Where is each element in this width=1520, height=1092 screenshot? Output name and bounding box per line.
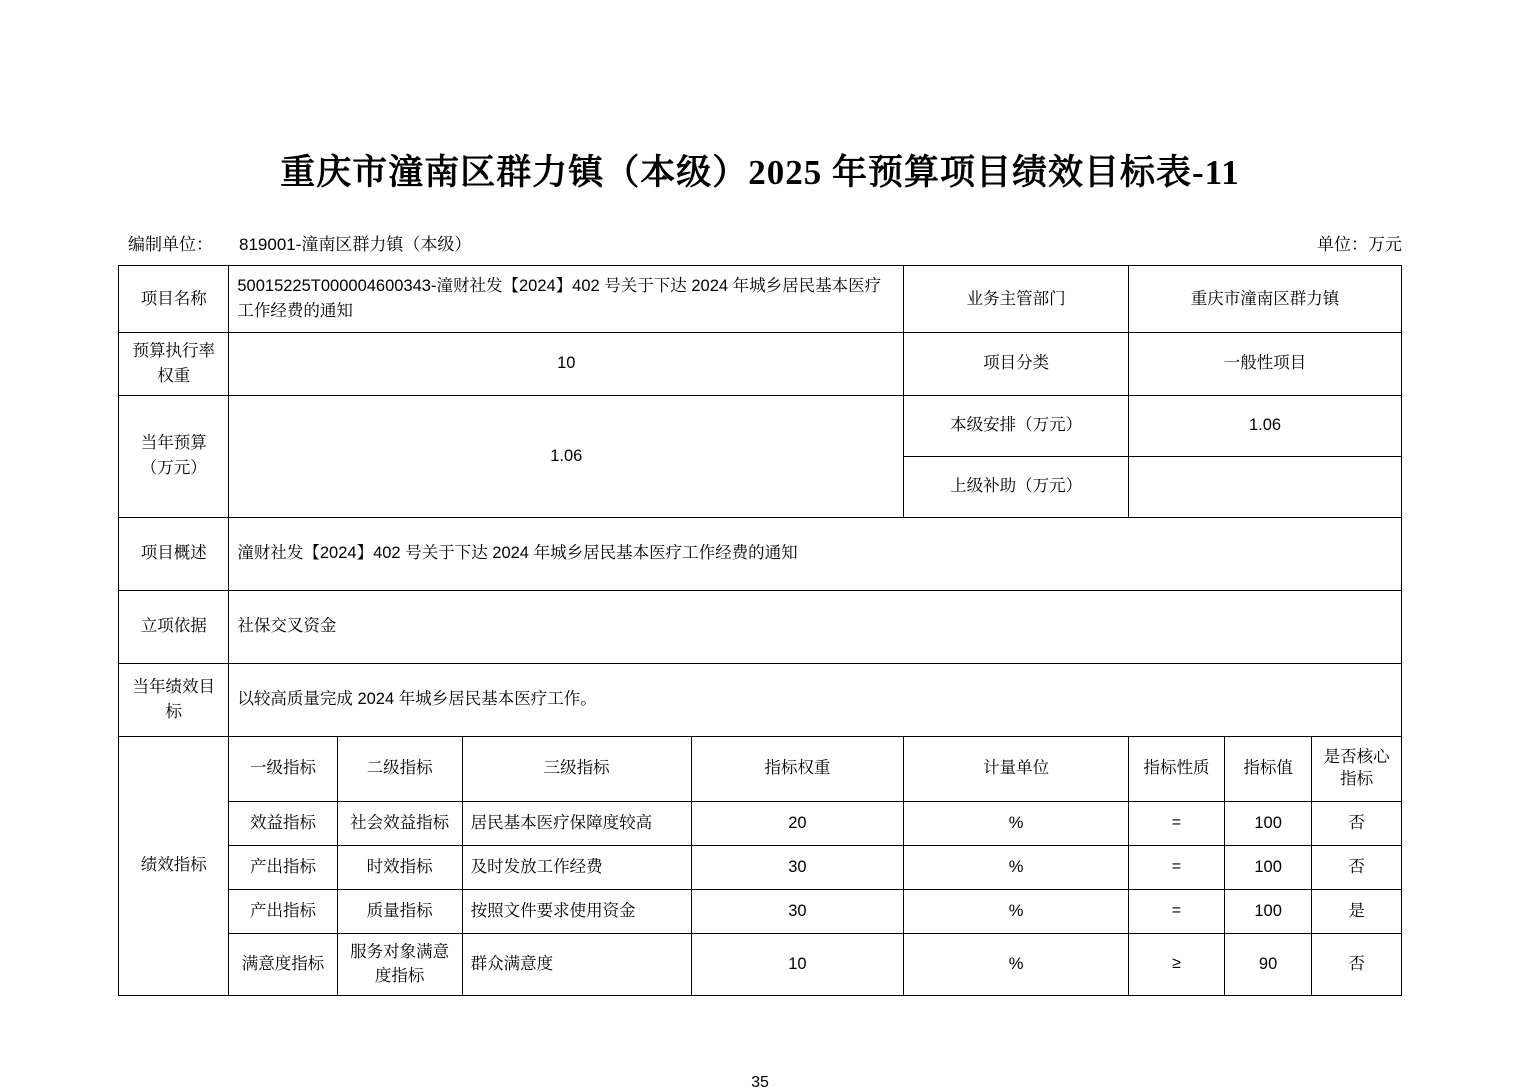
table-row (119, 395, 1402, 456)
project-name-label: 项目名称 (119, 266, 229, 333)
indicator-is-core: 否 (1312, 801, 1402, 845)
indicator-weight: 10 (691, 933, 903, 996)
overview-label: 项目概述 (119, 517, 229, 590)
current-budget-label: 当年预算（万元） (119, 395, 229, 517)
header-weight: 指标权重 (691, 736, 903, 801)
indicator-value: 90 (1224, 933, 1311, 996)
indicator-value: 100 (1224, 801, 1311, 845)
compiler-info (128, 230, 471, 255)
table-row (119, 333, 1402, 396)
upper-subsidy-label: 上级补助（万元） (904, 456, 1129, 517)
indicator-unit: % (904, 889, 1129, 933)
competent-dept-label: 业务主管部门 (904, 266, 1129, 333)
indicator-level1: 产出指标 (229, 889, 337, 933)
annual-goal-label: 当年绩效目标 (119, 663, 229, 736)
header-level2: 二级指标 (337, 736, 462, 801)
upper-subsidy-value (1129, 456, 1402, 517)
indicator-nature: = (1129, 845, 1225, 889)
page-title: 重庆市潼南区群力镇（本级）2025 年预算项目绩效目标表-11 (280, 153, 1240, 192)
indicator-value: 100 (1224, 889, 1311, 933)
indicator-level1: 满意度指标 (229, 933, 337, 996)
basis-value: 社保交叉资金 (229, 590, 1402, 663)
indicator-level2: 时效指标 (337, 845, 462, 889)
indicator-level3: 居民基本医疗保障度较高 (462, 801, 691, 845)
header-is-core: 是否核心指标 (1312, 736, 1402, 801)
table-row (119, 933, 1402, 996)
header-level1: 一级指标 (229, 736, 337, 801)
annual-goal-value: 以较高质量完成 2024 年城乡居民基本医疗工作。 (229, 663, 1402, 736)
indicator-is-core: 是 (1312, 889, 1402, 933)
competent-dept-value: 重庆市潼南区群力镇 (1129, 266, 1402, 333)
project-category-value: 一般性项目 (1129, 333, 1402, 396)
indicator-weight: 30 (691, 889, 903, 933)
table-row (119, 590, 1402, 663)
exec-rate-label: 预算执行率权重 (119, 333, 229, 396)
table-row (119, 845, 1402, 889)
local-arrange-value: 1.06 (1129, 395, 1402, 456)
indicator-level3: 及时发放工作经费 (462, 845, 691, 889)
header-unit: 计量单位 (904, 736, 1129, 801)
indicator-value: 100 (1224, 845, 1311, 889)
indicator-level1: 产出指标 (229, 845, 337, 889)
indicator-level2: 质量指标 (337, 889, 462, 933)
indicator-unit: % (904, 801, 1129, 845)
indicator-level1: 效益指标 (229, 801, 337, 845)
indicator-level3: 按照文件要求使用资金 (462, 889, 691, 933)
performance-goal-table (118, 265, 1402, 996)
compiler-value: 819001-潼南区群力镇（本级） (239, 235, 472, 254)
indicator-level3: 群众满意度 (462, 933, 691, 996)
table-row (119, 663, 1402, 736)
indicator-level2: 社会效益指标 (337, 801, 462, 845)
indicator-level2: 服务对象满意度指标 (337, 933, 462, 996)
project-category-label: 项目分类 (904, 333, 1129, 396)
table-row (119, 801, 1402, 845)
table-row (119, 517, 1402, 590)
indicator-is-core: 否 (1312, 933, 1402, 996)
exec-rate-value: 10 (229, 333, 904, 396)
table-row (119, 889, 1402, 933)
indicator-nature: = (1129, 889, 1225, 933)
indicator-weight: 30 (691, 845, 903, 889)
overview-value: 潼财社发【2024】402 号关于下达 2024 年城乡居民基本医疗工作经费的通知 (229, 517, 1402, 590)
unit-note: 单位：万元 (1317, 235, 1402, 254)
document-meta (128, 230, 1402, 255)
compiler-label: 编制单位： (128, 235, 213, 254)
page-number: 35 (751, 1074, 769, 1091)
perf-indicator-label: 绩效指标 (119, 736, 229, 996)
indicator-nature: ≥ (1129, 933, 1225, 996)
local-arrange-label: 本级安排（万元） (904, 395, 1129, 456)
indicator-unit: % (904, 845, 1129, 889)
basis-label: 立项依据 (119, 590, 229, 663)
project-name-value: 50015225T000004600343-潼财社发【2024】402 号关于下达 2024 年城乡居民基本医疗工作经费的通知 (229, 266, 904, 333)
indicator-is-core: 否 (1312, 845, 1402, 889)
indicator-header-row (119, 736, 1402, 801)
header-level3: 三级指标 (462, 736, 691, 801)
indicator-weight: 20 (691, 801, 903, 845)
header-value: 指标值 (1224, 736, 1311, 801)
current-budget-value: 1.06 (229, 395, 904, 517)
indicator-nature: = (1129, 801, 1225, 845)
indicator-unit: % (904, 933, 1129, 996)
table-row (119, 266, 1402, 333)
header-nature: 指标性质 (1129, 736, 1225, 801)
